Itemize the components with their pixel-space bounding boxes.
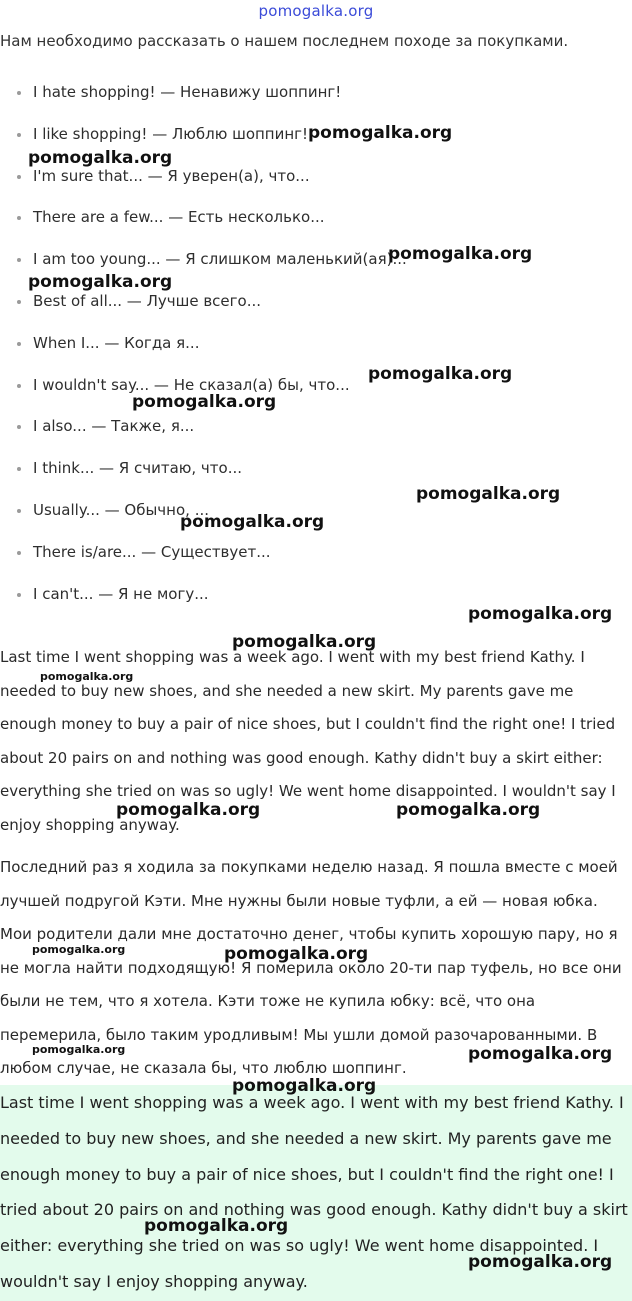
bullet-icon <box>17 509 21 513</box>
bullet-icon <box>17 216 21 220</box>
watermark: pomogalka.org <box>28 272 173 292</box>
russian-paragraph: Последний раз я ходила за покупками неделю назад. Я пошла вместе с моей лучшей подругой Кэти. Мне нужны были новые туфли, а ей — новая юбка. Мои родители дали мне достаточно денег, чтобы купить хорошую пару, но я не могла найти подходящую! Я померила около 20-ти пар туфель, но все они были не тем, что я хотела. Кэти тоже не купила юбку: всё, что она перемерила, было таким уродливым! Мы ушли домой разочарованными. В любом случае, не сказала бы, что люблю шоппинг. <box>0 858 622 1077</box>
watermark: pomogalka.org <box>396 800 541 820</box>
phrase-text: I also... — Также, я... <box>33 417 195 436</box>
bullet-icon <box>17 425 21 429</box>
phrase-text: There are a few... — Есть несколько... <box>33 208 325 227</box>
list-item <box>0 572 407 614</box>
watermark: pomogalka.org <box>144 1216 289 1236</box>
phrase-text: I'm sure that... — Я уверен(а), что... <box>33 166 310 185</box>
bullet-icon <box>17 342 21 346</box>
watermark: pomogalka.org <box>232 632 377 652</box>
phrase-text: I think... — Я считаю, что... <box>33 459 243 478</box>
list-item <box>0 321 407 363</box>
watermark: pomogalka.org <box>388 244 533 264</box>
bullet-icon <box>17 258 21 262</box>
list-item <box>0 530 407 572</box>
list-item <box>0 446 407 488</box>
phrase-text: I can't... — Я не могу... <box>33 584 209 603</box>
phrase-text: When I... — Когда я... <box>33 333 200 352</box>
watermark: pomogalka.org <box>308 123 453 143</box>
watermark-small: pomogalka.org <box>32 943 126 956</box>
phrase-text: Usually... — Обычно, ... <box>33 500 209 519</box>
list-item <box>0 70 407 112</box>
phrase-text: Best of all... — Лучше всего... <box>33 291 261 310</box>
watermark: pomogalka.org <box>224 944 369 964</box>
intro-text: Нам необходимо рассказать о нашем последнем походе за покупками. <box>0 32 569 50</box>
watermark: pomogalka.org <box>368 364 513 384</box>
bullet-icon <box>17 300 21 304</box>
watermark: pomogalka.org <box>468 1044 613 1064</box>
watermark: pomogalka.org <box>28 148 173 168</box>
site-header-link[interactable]: pomogalka.org <box>258 2 374 20</box>
watermark: pomogalka.org <box>232 1076 377 1096</box>
english-paragraph: Last time I went shopping was a week ago. I went with my best friend Kathy. I needed to buy new shoes, and she needed a new skirt. My parents gave me enough money to buy a pair of nice shoes, but I couldn't find the right one! I tried about 20 pairs on and nothing was good enough. Kathy didn't buy a skirt either: everything she tried on was so ugly! We went home disappointed. I wouldn't say I enjoy shopping anyway. <box>0 648 616 834</box>
bullet-icon <box>17 551 21 555</box>
watermark-small: pomogalka.org <box>40 670 134 683</box>
phrase-text: There is/are... — Существует... <box>33 542 271 561</box>
bullet-icon <box>17 91 21 95</box>
bullet-icon <box>17 384 21 388</box>
watermark-small: pomogalka.org <box>32 1043 126 1056</box>
phrase-text: I like shopping! — Люблю шоппинг! <box>33 124 309 143</box>
bullet-icon <box>17 133 21 137</box>
phrase-text: I wouldn't say... — Не сказал(а) бы, что... <box>33 375 350 394</box>
phrase-text: I am too young... — Я слишком маленький(ая)... <box>33 250 407 269</box>
list-item <box>0 195 407 237</box>
bullet-icon <box>17 593 21 597</box>
watermark: pomogalka.org <box>468 604 613 624</box>
bullet-icon <box>17 467 21 471</box>
watermark: pomogalka.org <box>416 484 561 504</box>
watermark: pomogalka.org <box>116 800 261 820</box>
answer-paragraph: Last time I went shopping was a week ago. I went with my best friend Kathy. I needed to buy new shoes, and she needed a new skirt. My parents gave me enough money to buy a pair of nice shoes, but I couldn't find the right one! I tried about 20 pairs on and nothing was good enough. Kathy didn't buy a skirt either: everything she tried on was so ugly! We went home disappointed. I wouldn't say I enjoy shopping anyway. <box>0 1093 628 1291</box>
watermark: pomogalka.org <box>180 512 325 532</box>
watermark: pomogalka.org <box>132 392 277 412</box>
bullet-icon <box>17 175 21 179</box>
phrase-text: I hate shopping! — Ненавижу шоппинг! <box>33 83 342 101</box>
watermark: pomogalka.org <box>468 1252 613 1272</box>
